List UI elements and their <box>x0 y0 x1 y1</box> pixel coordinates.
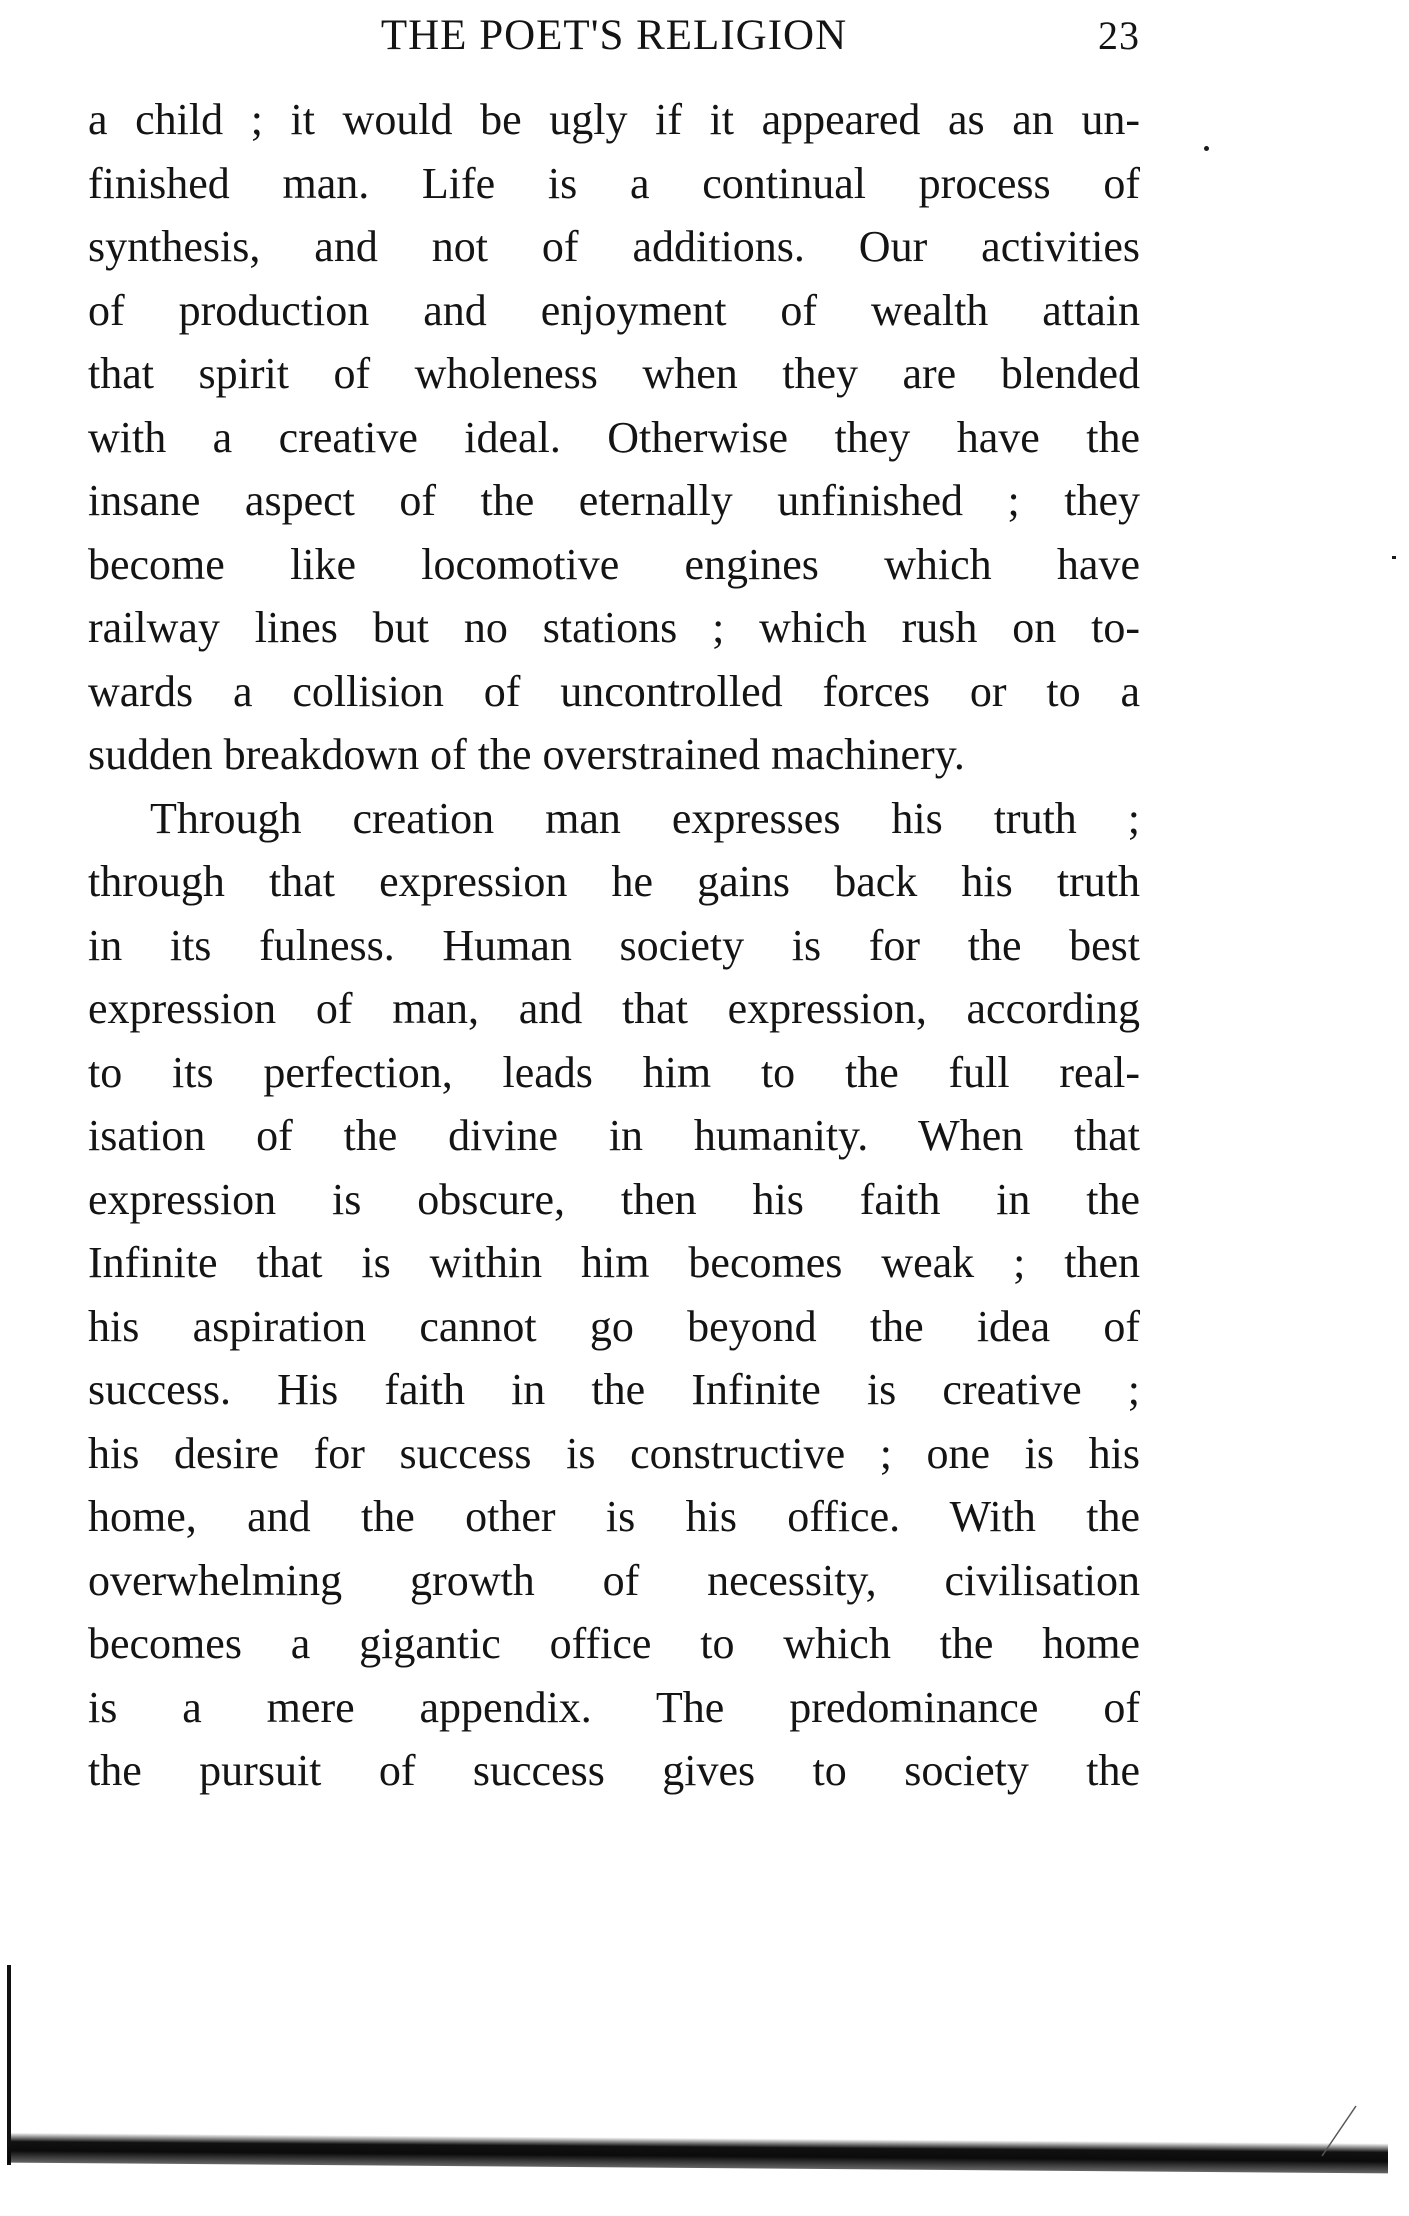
running-head <box>88 8 1140 64</box>
scan-speck <box>1392 556 1396 559</box>
text-line: wards a collision of uncontrolled forces or to a <box>88 666 1140 716</box>
text-line: overwhelming growth of necessity, civilisation <box>88 1555 1140 1605</box>
text-line: expression of man, and that expression, according <box>88 984 1140 1033</box>
running-head-title: THE POET'S RELIGION <box>380 12 848 59</box>
scan-speck <box>1204 146 1209 151</box>
text-line: finished man. Life is a continual process of <box>88 158 1140 208</box>
text-line: his aspiration cannot go beyond the idea of <box>88 1301 1140 1351</box>
text-line: synthesis, and not of additions. Our activities <box>88 222 1140 271</box>
body-text <box>88 88 1140 1803</box>
text-line: Through creation man expresses his truth ; <box>150 793 1140 843</box>
text-line: home, and the other is his office. With the <box>88 1492 1140 1541</box>
text-line: his desire for success is constructive ; one is his <box>88 1428 1140 1478</box>
scan-stroke <box>1320 2100 1360 2160</box>
text-line: is a mere appendix. The predominance of <box>88 1682 1140 1732</box>
text-line: railway lines but no stations ; which rush on to- <box>88 603 1140 652</box>
text-line: isation of the divine in humanity. When that <box>88 1111 1140 1160</box>
text-line: that spirit of wholeness when they are blended <box>88 349 1140 398</box>
text-line: Infinite that is within him becomes weak ; then <box>88 1238 1140 1287</box>
text-line: expression is obscure, then his faith in the <box>88 1174 1140 1224</box>
text-line: to its perfection, leads him to the full real- <box>88 1047 1140 1097</box>
text-line: through that expression he gains back his truth <box>88 857 1140 906</box>
text-line: success. His faith in the Infinite is creative ; <box>88 1365 1140 1414</box>
text-line: with a creative ideal. Otherwise they have the <box>88 412 1140 462</box>
text-line: a child ; it would be ugly if it appeared as an un- <box>88 95 1140 144</box>
text-line: in its fulness. Human society is for the best <box>88 920 1140 970</box>
text-line: becomes a gigantic office to which the home <box>88 1619 1140 1668</box>
page-edge-shadow <box>8 2133 1388 2174</box>
text-line: become like locomotive engines which have <box>88 539 1140 589</box>
text-line: sudden breakdown of the overstrained machinery. <box>88 730 965 779</box>
page-number: 23 <box>1098 13 1140 58</box>
text-line: the pursuit of success gives to society the <box>88 1746 1140 1795</box>
text-line: insane aspect of the eternally unfinished ; they <box>88 476 1140 525</box>
text-line: of production and enjoyment of wealth attain <box>88 285 1140 335</box>
